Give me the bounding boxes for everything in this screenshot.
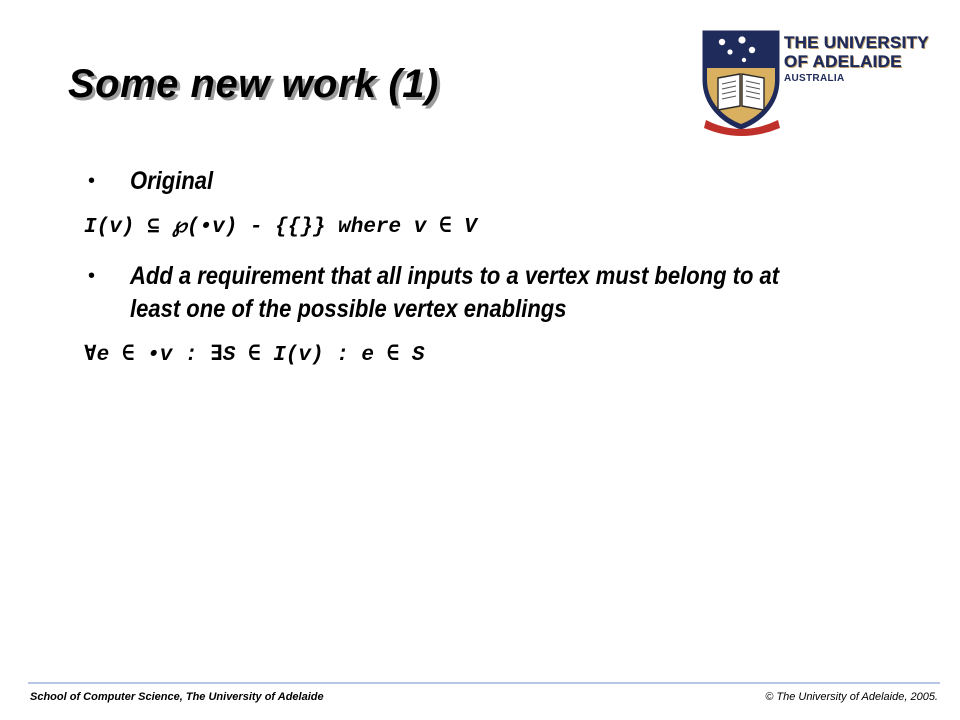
wordmark-line-1: THE UNIVERSITY [784, 33, 929, 52]
footer-divider [28, 682, 940, 684]
bullet-text-requirement: Add a requirement that all inputs to a vertex must belong to at least one of the possible vertex enablings [130, 262, 780, 323]
university-logo [700, 28, 936, 138]
slide-title: Some new work (1) [68, 62, 439, 106]
wordmark-line-3: AUSTRALIA [784, 73, 845, 84]
formula-vertex-enablings: I(v) ⊆ ℘(•v) - {{}} where v ∈ V [84, 216, 477, 239]
university-wordmark [784, 34, 934, 84]
university-crest-icon [700, 28, 784, 136]
wordmark-line-2: OF ADELAIDE [784, 52, 902, 71]
formula-input-requirement: ∀e ∈ •v : ∃S ∈ I(v) : e ∈ S [84, 344, 425, 367]
bullet-symbol-1: • [88, 170, 96, 192]
bullet-text-original: Original [130, 167, 214, 195]
bullet-symbol-2: • [88, 265, 96, 287]
footer-copyright: © The University of Adelaide, 2005. [765, 691, 938, 703]
footer-school: School of Computer Science, The University of Adelaide [30, 691, 324, 703]
